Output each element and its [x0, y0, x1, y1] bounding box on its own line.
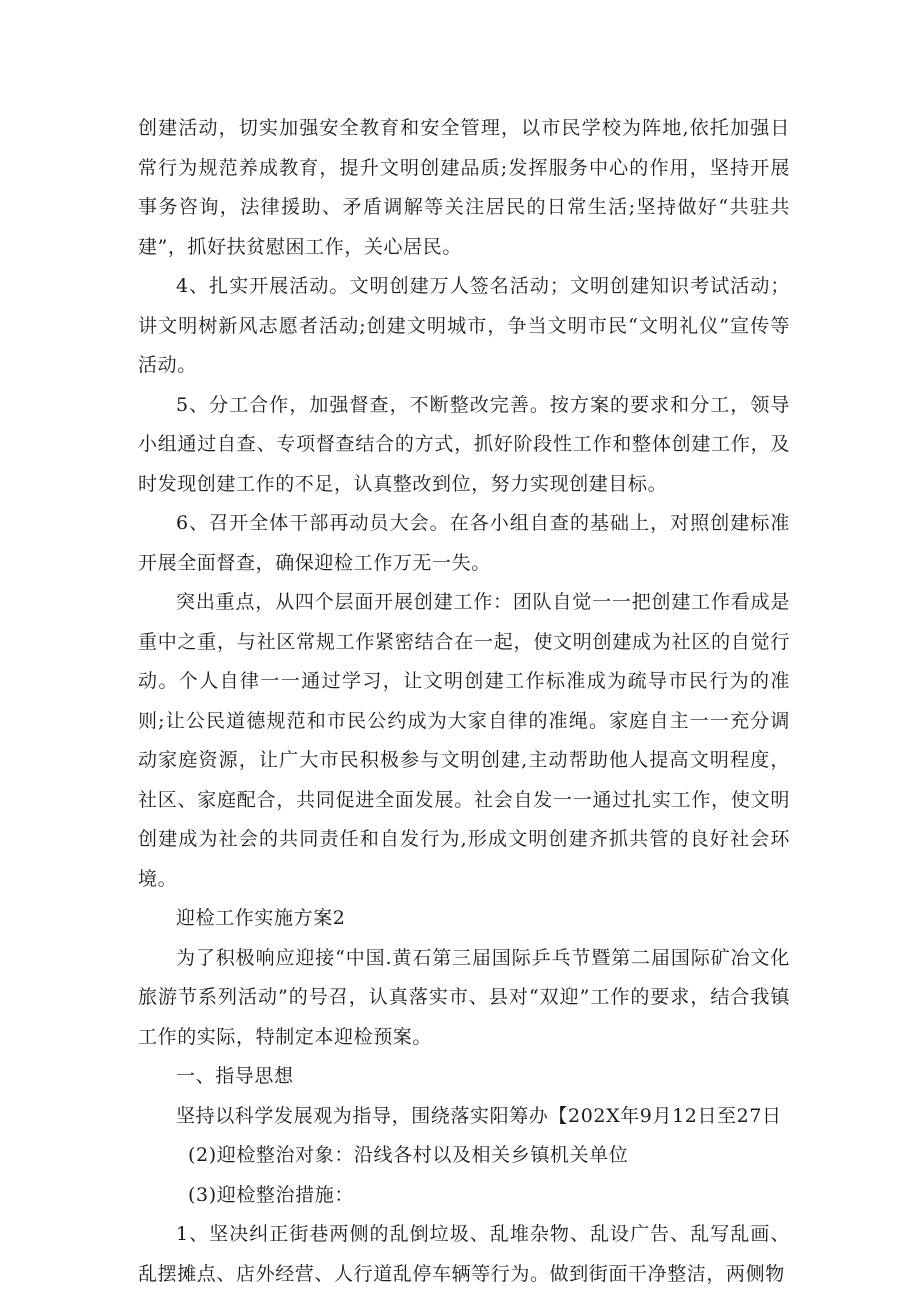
paragraph-5: 突出重点，从四个层面开展创建工作：团队自觉一一把创建工作看成是重中之重，与社区常规工作紧密结合在一起，使文明创建成为社区的自觉行动。个人自律一一通过学习，让文明创建工作标准成为疏导市民行为的准则;让公民道德规范和市民公约成为大家自律的准绳。家庭自主一一充分调动家庭资源，让广大市民积极参与文明创建,主动帮助他人提高文明程度，社区、家庭配合，共同促进全面发展。社会自发一一通过扎实工作，使文明创建成为社会的共同责任和自发行为,形成文明创建齐抓共管的良好社会环境。 [138, 591, 790, 890]
paragraph-guiding-thought: 坚持以科学发展观为指导，围绕落实阳筹办【202X年9月12日至27日 [176, 1104, 782, 1127]
paragraph-intro: 为了积极响应迎接“中国.黄石第三届国际乒乓节暨第二届国际矿冶文化旅游节系列活动”的号召，认真落实市、县对“双迎”工作的要求，结合我镇工作的实际，特制定本迎检预案。 [138, 946, 790, 1048]
paragraph-3: 5、分工合作，加强督查，不断整改完善。按方案的要求和分工，领导小组通过自查、专项督查结合的方式，抓好阶段性工作和整体创建工作，及时发现创建工作的不足，认真整改到位，努力实现创建目标。 [138, 393, 790, 495]
paragraph-measure-1: 1、坚决纠正街巷两侧的乱倒垃圾、乱堆杂物、乱设广告、乱写乱画、乱摆摊点、店外经营、人行道乱停车辆等行为。做到街面干净整洁，两侧物 [138, 1223, 790, 1285]
document-body [138, 109, 790, 1294]
paragraph-1: 创建活动，切实加强安全教育和安全管理，以市民学校为阵地,依托加强日常行为规范养成教育，提升文明创建品质;发挥服务中心的作用，坚持开展事务咨询，法律援助、矛盾调解等关注居民的日常生活;坚持做好“共驻共建”，抓好扶贫慰困工作，关心居民。 [138, 117, 790, 258]
paragraph-2: 4、扎实开展活动。文明创建万人签名活动；文明创建知识考试活动；讲文明树新风志愿者活动;创建文明城市，争当文明市民“文明礼仪”宣传等活动。 [138, 275, 790, 376]
paragraph-4: 6、召开全体干部再动员大会。在各小组自查的基础上，对照创建标准开展全面督查，确保迎检工作万无一失。 [138, 512, 790, 574]
paragraph-measures: (3)迎检整治措施： [188, 1183, 354, 1206]
section-heading-plan-2: 迎检工作实施方案2 [176, 907, 346, 929]
section-heading-guiding-thought: 一、指导思想 [176, 1065, 294, 1087]
paragraph-target: (2)迎检整治对象：沿线各村以及相关乡镇机关单位 [188, 1144, 629, 1166]
